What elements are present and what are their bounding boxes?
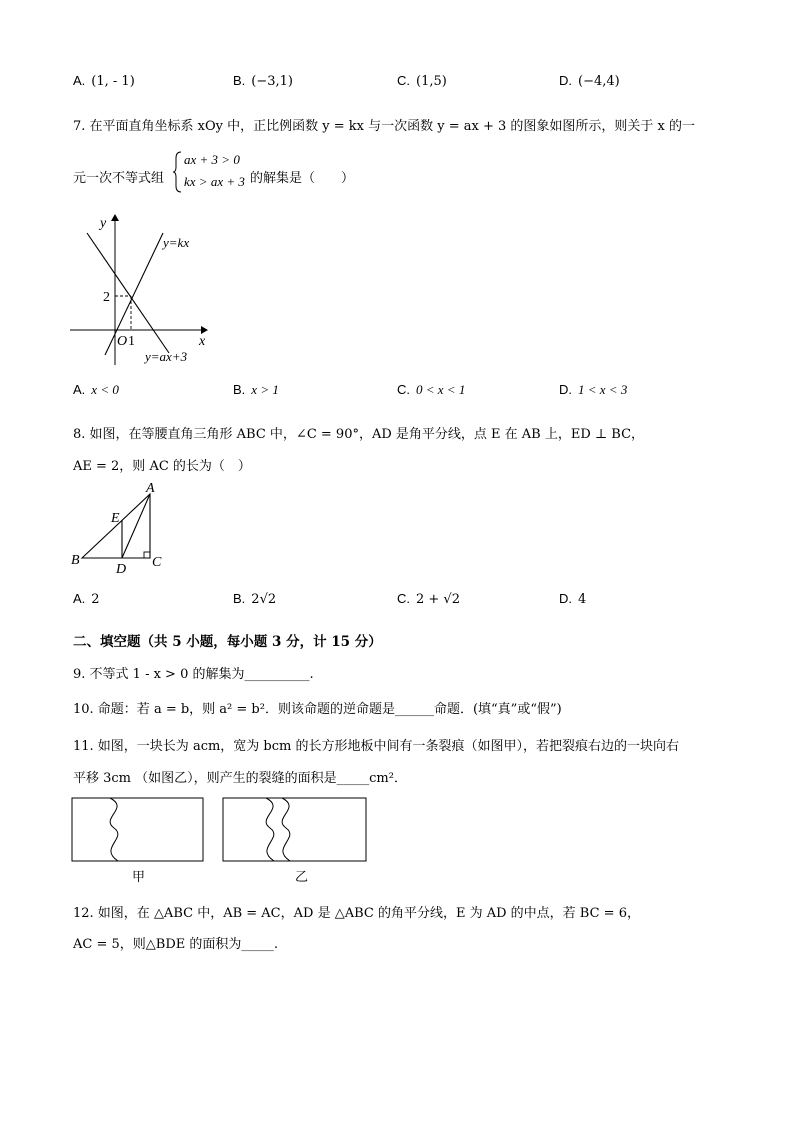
y-axis-label: y [100, 216, 107, 231]
q6-option-c [397, 73, 447, 89]
section-title: 二、填空题（共 5 小题，每小题 3 分，计 15 分） [73, 634, 382, 650]
triangle-abc [82, 494, 150, 558]
option-value: 4 [578, 592, 587, 607]
option-value: 2√2 [251, 592, 277, 607]
option-label: C. [397, 591, 410, 606]
point-d: D [116, 562, 127, 576]
option-value: (1, - 1) [91, 74, 135, 89]
crack-yi-left [266, 798, 274, 861]
option-value: 2 + √2 [416, 592, 460, 607]
q7-stem-line1: 7. 在平面直角坐标系 xOy 中，正比例函数 y = kx 与一次函数 y = ax + 3 的图象如图所示，则关于 x 的一 [73, 119, 695, 134]
q10-stem: 10. 命题：若 a = b，则 a² = b²．则该命题的逆命题是______命题．(填“真”或“假”) [73, 702, 562, 717]
label-jia: 甲 [132, 869, 146, 884]
x-axis-label: x [199, 334, 206, 349]
option-label: C. [397, 382, 410, 397]
option-label: A. [73, 591, 86, 606]
q7-stem-line2 [73, 167, 164, 186]
vertex-a: A [146, 481, 155, 496]
option-label: C. [397, 73, 410, 88]
q8-option-b [233, 591, 276, 607]
crack-jia [110, 798, 118, 861]
rect-jia [72, 798, 203, 861]
q11-stem-line1: 11. 如图，一块长为 acm，宽为 bcm 的长方形地板中间有一条裂痕（如图甲），若把裂痕右边的一块向右 [73, 739, 679, 754]
point-e: E [111, 511, 120, 526]
q7-option-a [73, 382, 119, 398]
option-value: 0 < x < 1 [416, 382, 466, 397]
option-value: 2 [91, 592, 100, 607]
q7-system-bottom: kx > ax + 3 [184, 174, 245, 189]
vertex-c: C [152, 555, 162, 570]
q8-stem-line2: AE = 2，则 AC 的长为（ ） [73, 459, 251, 474]
q11-figures [70, 796, 370, 886]
option-label: D. [559, 591, 572, 606]
option-label: A. [73, 73, 86, 88]
vertex-b: B [71, 553, 80, 568]
option-value: x < 0 [91, 382, 119, 397]
q7-option-b [233, 382, 279, 398]
tick-x-label: 1 [128, 334, 135, 349]
q9-stem: 9. 不等式 1 - x > 0 的解集为__________. [73, 667, 314, 682]
q8-triangle-figure [68, 478, 178, 576]
option-label: A. [73, 382, 86, 397]
option-label: B. [233, 73, 246, 88]
q6-option-d [559, 73, 620, 89]
q8-stem-line1: 8. 如图，在等腰直角三角形 ABC 中，∠C = 90°，AD 是角平分线，点 E 在 AB 上，ED ⊥ BC， [73, 427, 645, 442]
rect-yi [223, 798, 366, 861]
tick-y-label: 2 [103, 290, 110, 305]
option-value: (1,5) [416, 74, 447, 89]
option-label: B. [233, 382, 246, 397]
line-kx-label: y=kx [163, 235, 190, 250]
option-value: 1 < x < 3 [578, 382, 628, 397]
q12-stem-line1: 12. 如图，在 △ABC 中，AB = AC，AD 是 △ABC 的角平分线，E 为 AD 的中点，若 BC = 6， [73, 906, 640, 921]
q6-option-b [233, 73, 293, 89]
q7-graph [65, 205, 215, 370]
system-brace [172, 150, 182, 194]
q7-system-top: ax + 3 > 0 [184, 152, 240, 167]
q6-option-a [73, 73, 135, 89]
q8-option-a [73, 591, 100, 607]
q8-option-d [559, 591, 586, 607]
q8-option-c [397, 591, 460, 607]
option-value: (−3,1) [251, 74, 294, 89]
option-value: x > 1 [251, 382, 279, 397]
origin-label: O [117, 334, 128, 349]
q7-suffix: 的解集是（ ） [250, 171, 355, 186]
label-yi: 乙 [295, 869, 309, 884]
q7-prefix: 元一次不等式组 [73, 171, 165, 186]
q11-stem-line2: 平移 3cm （如图乙），则产生的裂缝的面积是_____cm²． [73, 771, 407, 786]
line-ax3-label: y=ax+3 [145, 349, 188, 364]
q12-stem-line2: AC = 5，则△BDE 的面积为_____. [73, 937, 278, 952]
right-angle-mark [144, 552, 150, 558]
crack-yi-right [282, 798, 290, 861]
option-label: D. [559, 382, 572, 397]
q7-option-d [559, 382, 627, 398]
option-label: D. [559, 73, 572, 88]
option-value: (−4,4) [578, 74, 620, 89]
q7-option-c [397, 382, 465, 398]
segment-ad [122, 494, 150, 558]
option-label: B. [233, 591, 246, 606]
